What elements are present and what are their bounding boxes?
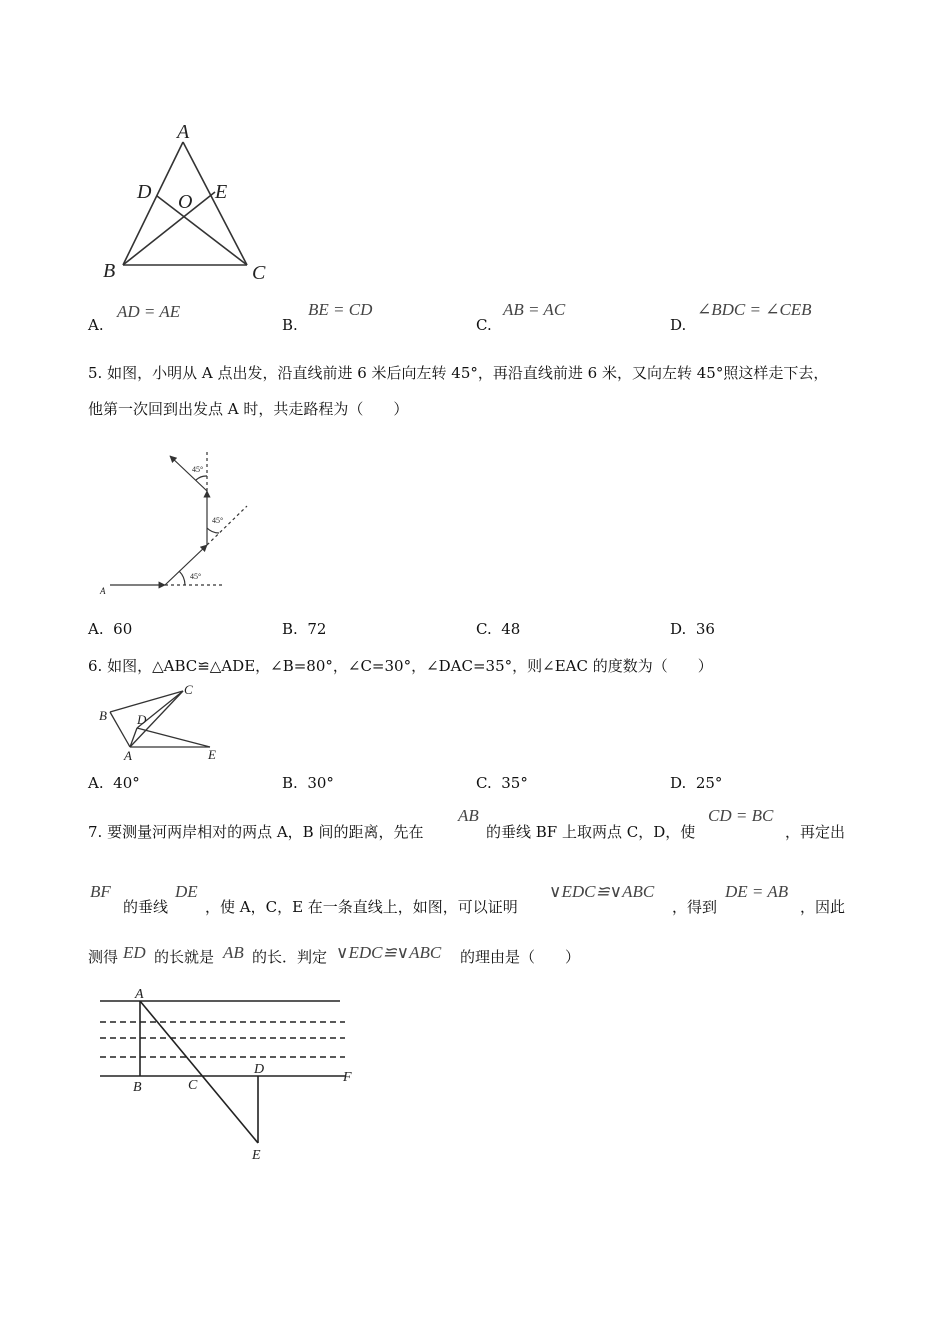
q4-label-o: O xyxy=(178,191,193,213)
q7-math-ab2: AB xyxy=(223,943,244,962)
q7-label-a: A xyxy=(135,987,144,1002)
q5-angle3-label: 45° xyxy=(192,465,204,474)
q4-label-b: B xyxy=(103,260,116,282)
q4-option-d-text: ∠BDC = ∠CEB xyxy=(697,300,812,319)
q6-option-a xyxy=(88,774,140,792)
q7-label-c: C xyxy=(188,1078,198,1093)
q4-option-d-letter: D. xyxy=(670,316,687,334)
q7-river-figure xyxy=(95,980,375,1165)
q5-option-a-letter: A. xyxy=(88,620,104,638)
q7-math-congruence2: ∨EDC≌∨ABC xyxy=(336,943,442,962)
q7-math-ab: AB xyxy=(458,806,479,825)
q7-label-b: B xyxy=(133,1080,142,1095)
q4-option-a-letter: A. xyxy=(88,316,104,334)
q4-option-a-text: AD = AE xyxy=(117,302,181,321)
q5-option-c xyxy=(476,620,520,638)
q7-math-congruence1: ∨EDC≌∨ABC xyxy=(549,882,655,901)
q5-option-d-letter: D. xyxy=(670,620,687,638)
q4-option-c-text: AB = AC xyxy=(503,300,566,319)
q6-option-a-text: 40° xyxy=(113,774,140,792)
q7-math-cd-bc: CD = BC xyxy=(708,806,774,825)
q4-label-d: D xyxy=(137,181,152,203)
q7-label-d: D xyxy=(254,1062,265,1077)
q7-line3-part4: 的理由是（ ） xyxy=(460,948,581,966)
q7-line3-part3: 的长．判定 xyxy=(252,948,328,966)
q5-option-b-letter: B. xyxy=(282,620,298,638)
q4-option-b-letter: B. xyxy=(282,316,298,334)
q4-label-a: A xyxy=(177,121,190,143)
q7-math-bf: BF xyxy=(90,882,111,901)
q6-option-c xyxy=(476,774,528,792)
q5-option-c-text: 48 xyxy=(501,620,521,638)
q5-option-a xyxy=(88,620,132,638)
q7-label-f: F xyxy=(343,1070,352,1085)
q5-question-line2: 他第一次回到出发点 A 时，共走路程为（ ） xyxy=(88,400,409,418)
q7-math-de-ab: DE = AB xyxy=(725,882,789,901)
q6-triangle-figure xyxy=(95,680,235,764)
q7-line1-part2: 的垂线 BF 上取两点 C，D，使 xyxy=(486,823,696,841)
q7-line1-part3: ，再定出 xyxy=(785,823,846,841)
q5-option-c-letter: C. xyxy=(476,620,492,638)
q7-math-de: DE xyxy=(175,882,198,901)
q7-line3-part2: 的长就是 xyxy=(154,948,215,966)
q5-option-a-text: 60 xyxy=(113,620,133,638)
q6-label-c: C xyxy=(184,682,193,697)
q6-option-b xyxy=(282,774,334,792)
q6-label-e: E xyxy=(208,747,216,762)
q7-line3-part1: 测得 xyxy=(88,948,119,966)
q7-label-e: E xyxy=(252,1148,261,1163)
q7-line1-part1: 7. 要测量河两岸相对的两点 A，B 间的距离，先在 xyxy=(88,823,424,841)
q5-option-b xyxy=(282,620,326,638)
q6-option-b-letter: B. xyxy=(282,774,298,792)
q4-label-e: E xyxy=(215,181,228,203)
q6-option-a-letter: A. xyxy=(88,774,104,792)
q6-option-c-letter: C. xyxy=(476,774,492,792)
q6-option-d-letter: D. xyxy=(670,774,687,792)
q5-option-d xyxy=(670,620,715,638)
q5-path-figure xyxy=(95,448,265,603)
q4-option-b-text: BE = CD xyxy=(308,300,373,319)
q6-option-b-text: 30° xyxy=(307,774,334,792)
q5-question-line1: 5. 如图，小明从 A 点出发，沿直线前进 6 米后向左转 45°，再沿直线前进 6 米，又向左转 45°照这样走下去， xyxy=(88,364,829,382)
q5-option-d-text: 36 xyxy=(695,620,715,638)
q4-triangle-figure xyxy=(95,120,285,290)
q5-angle1-label: 45° xyxy=(190,572,202,581)
q4-label-c: C xyxy=(252,262,266,284)
q6-label-b: B xyxy=(99,708,107,723)
q7-line2-part1: 的垂线 xyxy=(123,898,169,916)
q5-angle2-label: 45° xyxy=(212,516,224,525)
q6-option-d xyxy=(670,774,722,792)
q5-option-b-text: 72 xyxy=(307,620,327,638)
q5-label-a: A xyxy=(100,586,106,596)
q7-line2-part4: ，因此 xyxy=(800,898,846,916)
q6-label-a: A xyxy=(124,748,132,763)
q6-option-d-text: 25° xyxy=(695,774,723,792)
q7-line2-part3: ，得到 xyxy=(672,898,718,916)
q4-option-c-letter: C. xyxy=(476,316,492,334)
q6-label-d: D xyxy=(137,712,147,727)
q6-option-c-text: 35° xyxy=(501,774,528,792)
q7-math-ed: ED xyxy=(123,943,146,962)
q6-question-line1: 6. 如图，△ABC≌△ADE，∠B=80°，∠C=30°，∠DAC=35°，则∠EAC 的度数为（ ） xyxy=(88,657,713,675)
q7-line2-part2: ，使 A，C，E 在一条直线上，如图，可以证明 xyxy=(205,898,518,916)
